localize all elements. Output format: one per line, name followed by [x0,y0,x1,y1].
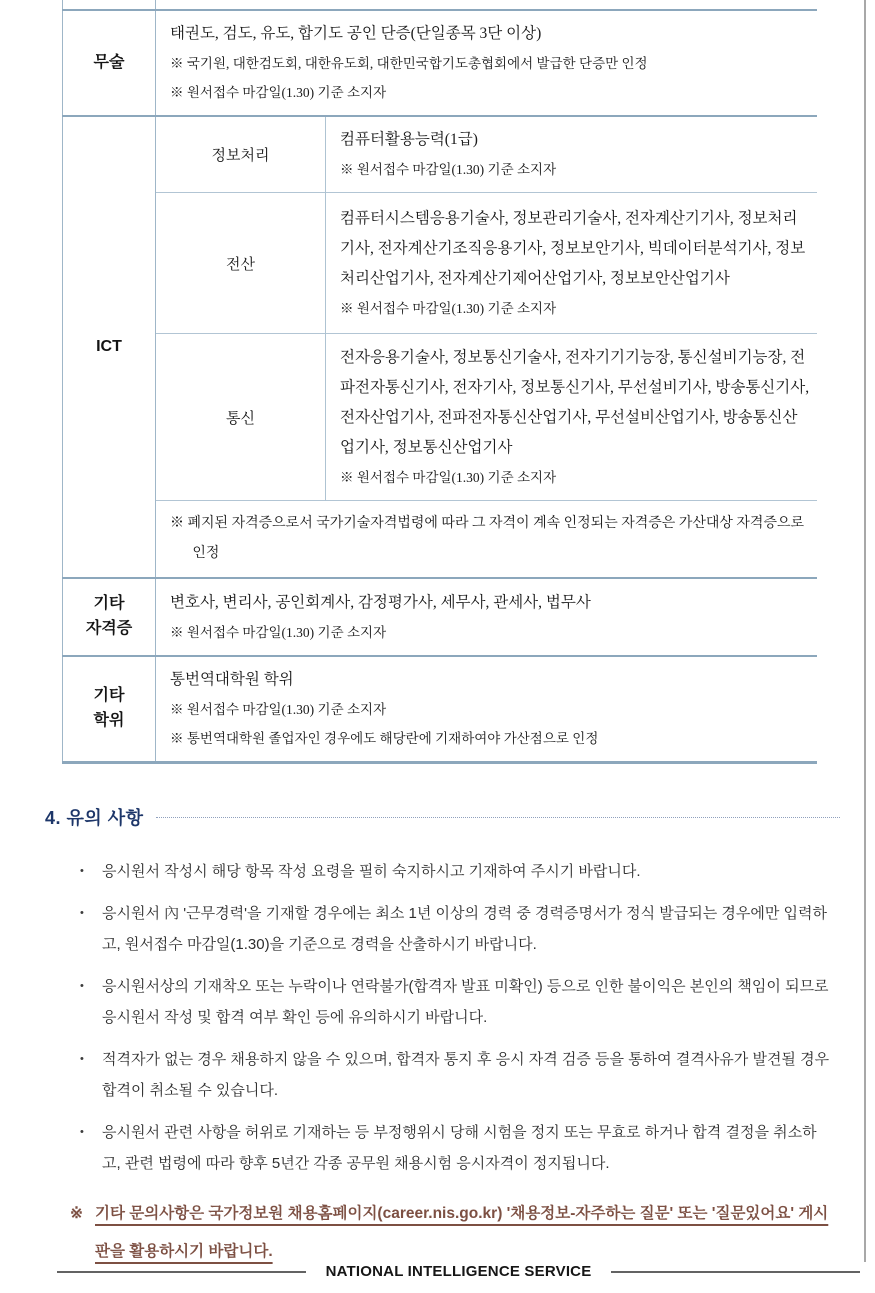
computing-main-text: 컴퓨터시스템응용기술사, 정보관리기술사, 전자계산기기사, 정보처리기사, 전자계산기조직응용기사, 정보보안기사, 빅데이터분석기사, 정보처리산업기사, 전자계산기제어산업기사, 정보보안산업기사 [340,209,806,287]
infoproc-content-cell [326,116,817,193]
page-edge-line [864,0,866,1262]
bullet-icon: • [80,1126,84,1138]
martial-content-cell [156,10,817,116]
row-label-text: 무술 [93,53,125,71]
table-cell-empty [63,0,156,10]
sublabel-text: 전산 [226,256,255,273]
row-label-martial [63,10,156,116]
bullet-text: 응시원서상의 기재착오 또는 누락이나 연락불가(합격자 발표 미확인) 등으로 인한 불이익은 본인의 책임이 되므로 응시원서 작성 및 합격 여부 확인 등에 유의하시기 바랍니다. [102,978,829,1026]
table-row-other-cert [63,578,817,656]
inquiry-footnote [70,1195,830,1271]
page-footer [57,1263,860,1280]
sublabel-computing [156,193,326,334]
infoproc-note: ※ 원서접수 마감일(1.30) 기준 소지자 [340,162,557,177]
sublabel-telecom [156,334,326,501]
row-label-other-degree [63,656,156,763]
sublabel-text: 정보처리 [211,148,270,164]
table-cell-empty [156,0,817,10]
telecom-main-text: 전자응용기술사, 정보통신기술사, 전자기기기능장, 통신설비기능장, 전파전자통신기사, 전자기사, 정보통신기사, 무선설비기사, 방송통신기사, 전자산업기사, 전파전자통신산업기사, 무선설비산업기사, 방송통신산업기사, 정보통신산업기사 [340,348,810,456]
sublabel-infoproc [156,116,326,193]
list-item [80,1044,830,1106]
other-degree-note-2: ※ 통번역대학원 졸업자인 경우에도 해당란에 기재하여야 가산점으로 인정 [170,731,599,746]
table-row-ict-computing [63,193,817,334]
computing-note: ※ 원서접수 마감일(1.30) 기준 소지자 [340,300,557,316]
other-cert-main-text: 변호사, 변리사, 공인회계사, 감정평가사, 세무사, 관세사, 법무사 [170,593,591,611]
martial-main-text: 태권도, 검도, 유도, 합기도 공인 단증(단일종목 3단 이상) [170,25,542,42]
notice-bullet-list [80,856,830,1179]
qualification-table [62,0,817,764]
ict-groupnote-text: ※ 폐지된 자격증으로서 국가기술자격법령에 따라 그 자격이 계속 인정되는 자격증은 가산대상 자격증으로 인정 [170,516,805,561]
table-row-ict-groupnote [63,501,817,579]
table-row-ict-infoproc [63,116,817,193]
other-degree-main-text: 통번역대학원 학위 [170,671,294,688]
bullet-text: 응시원서 內 '근무경력'을 기재할 경우에는 최소 1년 이상의 경력 중 경력증명서가 정식 발급되는 경우에만 입력하고, 원서접수 마감일(1.30)을 기준으로 경력을 산출하시기 바랍니다. [102,905,827,953]
row-label-line-2: 자격증 [85,620,133,637]
table-row-ict-telecom [63,334,817,501]
row-label-line-2: 학위 [93,712,125,729]
bullet-text: 응시원서 작성시 해당 항목 작성 요령을 필히 숙지하시고 기재하여 주시기 바랍니다. [102,863,641,880]
footer-org-name: NATIONAL INTELLIGENCE SERVICE [325,1263,592,1280]
bullet-text: 적격자가 없는 경우 채용하지 않을 수 있으며, 합격자 통지 후 응시 자격 검증 등을 통하여 결격사유가 발견될 경우 합격이 취소될 수 있습니다. [102,1051,830,1099]
list-item [80,898,830,960]
bullet-text: 응시원서 관련 사항을 허위로 기재하는 등 부정행위시 당해 시험을 정지 또는 무효로 하거나 합격 결정을 취소하고, 관련 법령에 따라 향후 5년간 각종 공무원 채용시험 응시자격이 정지됩니다. [102,1124,817,1172]
other-cert-content-cell [156,578,817,656]
telecom-content-cell [326,334,817,501]
bullet-icon: • [80,980,84,992]
section-title: 4. 유의 사항 [45,808,144,828]
footer-rule-left [57,1271,306,1273]
bullet-icon: • [80,1053,84,1065]
reference-mark-icon: ※ [70,1205,83,1222]
section-dotted-rule [156,817,840,818]
infoproc-main-text: 컴퓨터활용능력(1급) [340,131,478,148]
telecom-note: ※ 원서접수 마감일(1.30) 기준 소지자 [340,469,557,485]
row-label-line-1: 기타 [93,687,125,705]
row-label-line-1: 기타 [93,595,125,613]
row-label-other-cert [63,578,156,656]
other-cert-note: ※ 원서접수 마감일(1.30) 기준 소지자 [170,624,387,640]
martial-note-1: ※ 국기원, 대한검도회, 대한유도회, 대한민국합기도총협회에서 발급한 단증만 인정 [170,56,648,71]
table-row-martial [63,10,817,116]
martial-note-2: ※ 원서접수 마감일(1.30) 기준 소지자 [170,85,387,100]
bullet-icon: • [80,907,84,919]
other-degree-note-1: ※ 원서접수 마감일(1.30) 기준 소지자 [170,702,387,717]
inquiry-footnote-text: 기타 문의사항은 국가정보원 채용홈페이지(career.nis.go.kr) '채용정보-자주하는 질문' 또는 '질문있어요' 게시판을 활용하시기 바랍니다. [95,1205,829,1260]
notice-section-header [45,804,840,830]
sublabel-text: 통신 [226,410,255,427]
footer-rule-right [611,1271,860,1273]
list-item [80,856,830,887]
other-degree-content-cell [156,656,817,763]
row-label-ict [63,116,156,578]
table-row-partial [63,0,817,10]
computing-content-cell [326,193,817,334]
bullet-icon: • [80,865,84,877]
table-row-other-degree [63,656,817,763]
ict-groupnote-cell [156,501,817,579]
list-item [80,1117,830,1179]
row-label-text: ICT [96,337,122,355]
list-item [80,971,830,1033]
